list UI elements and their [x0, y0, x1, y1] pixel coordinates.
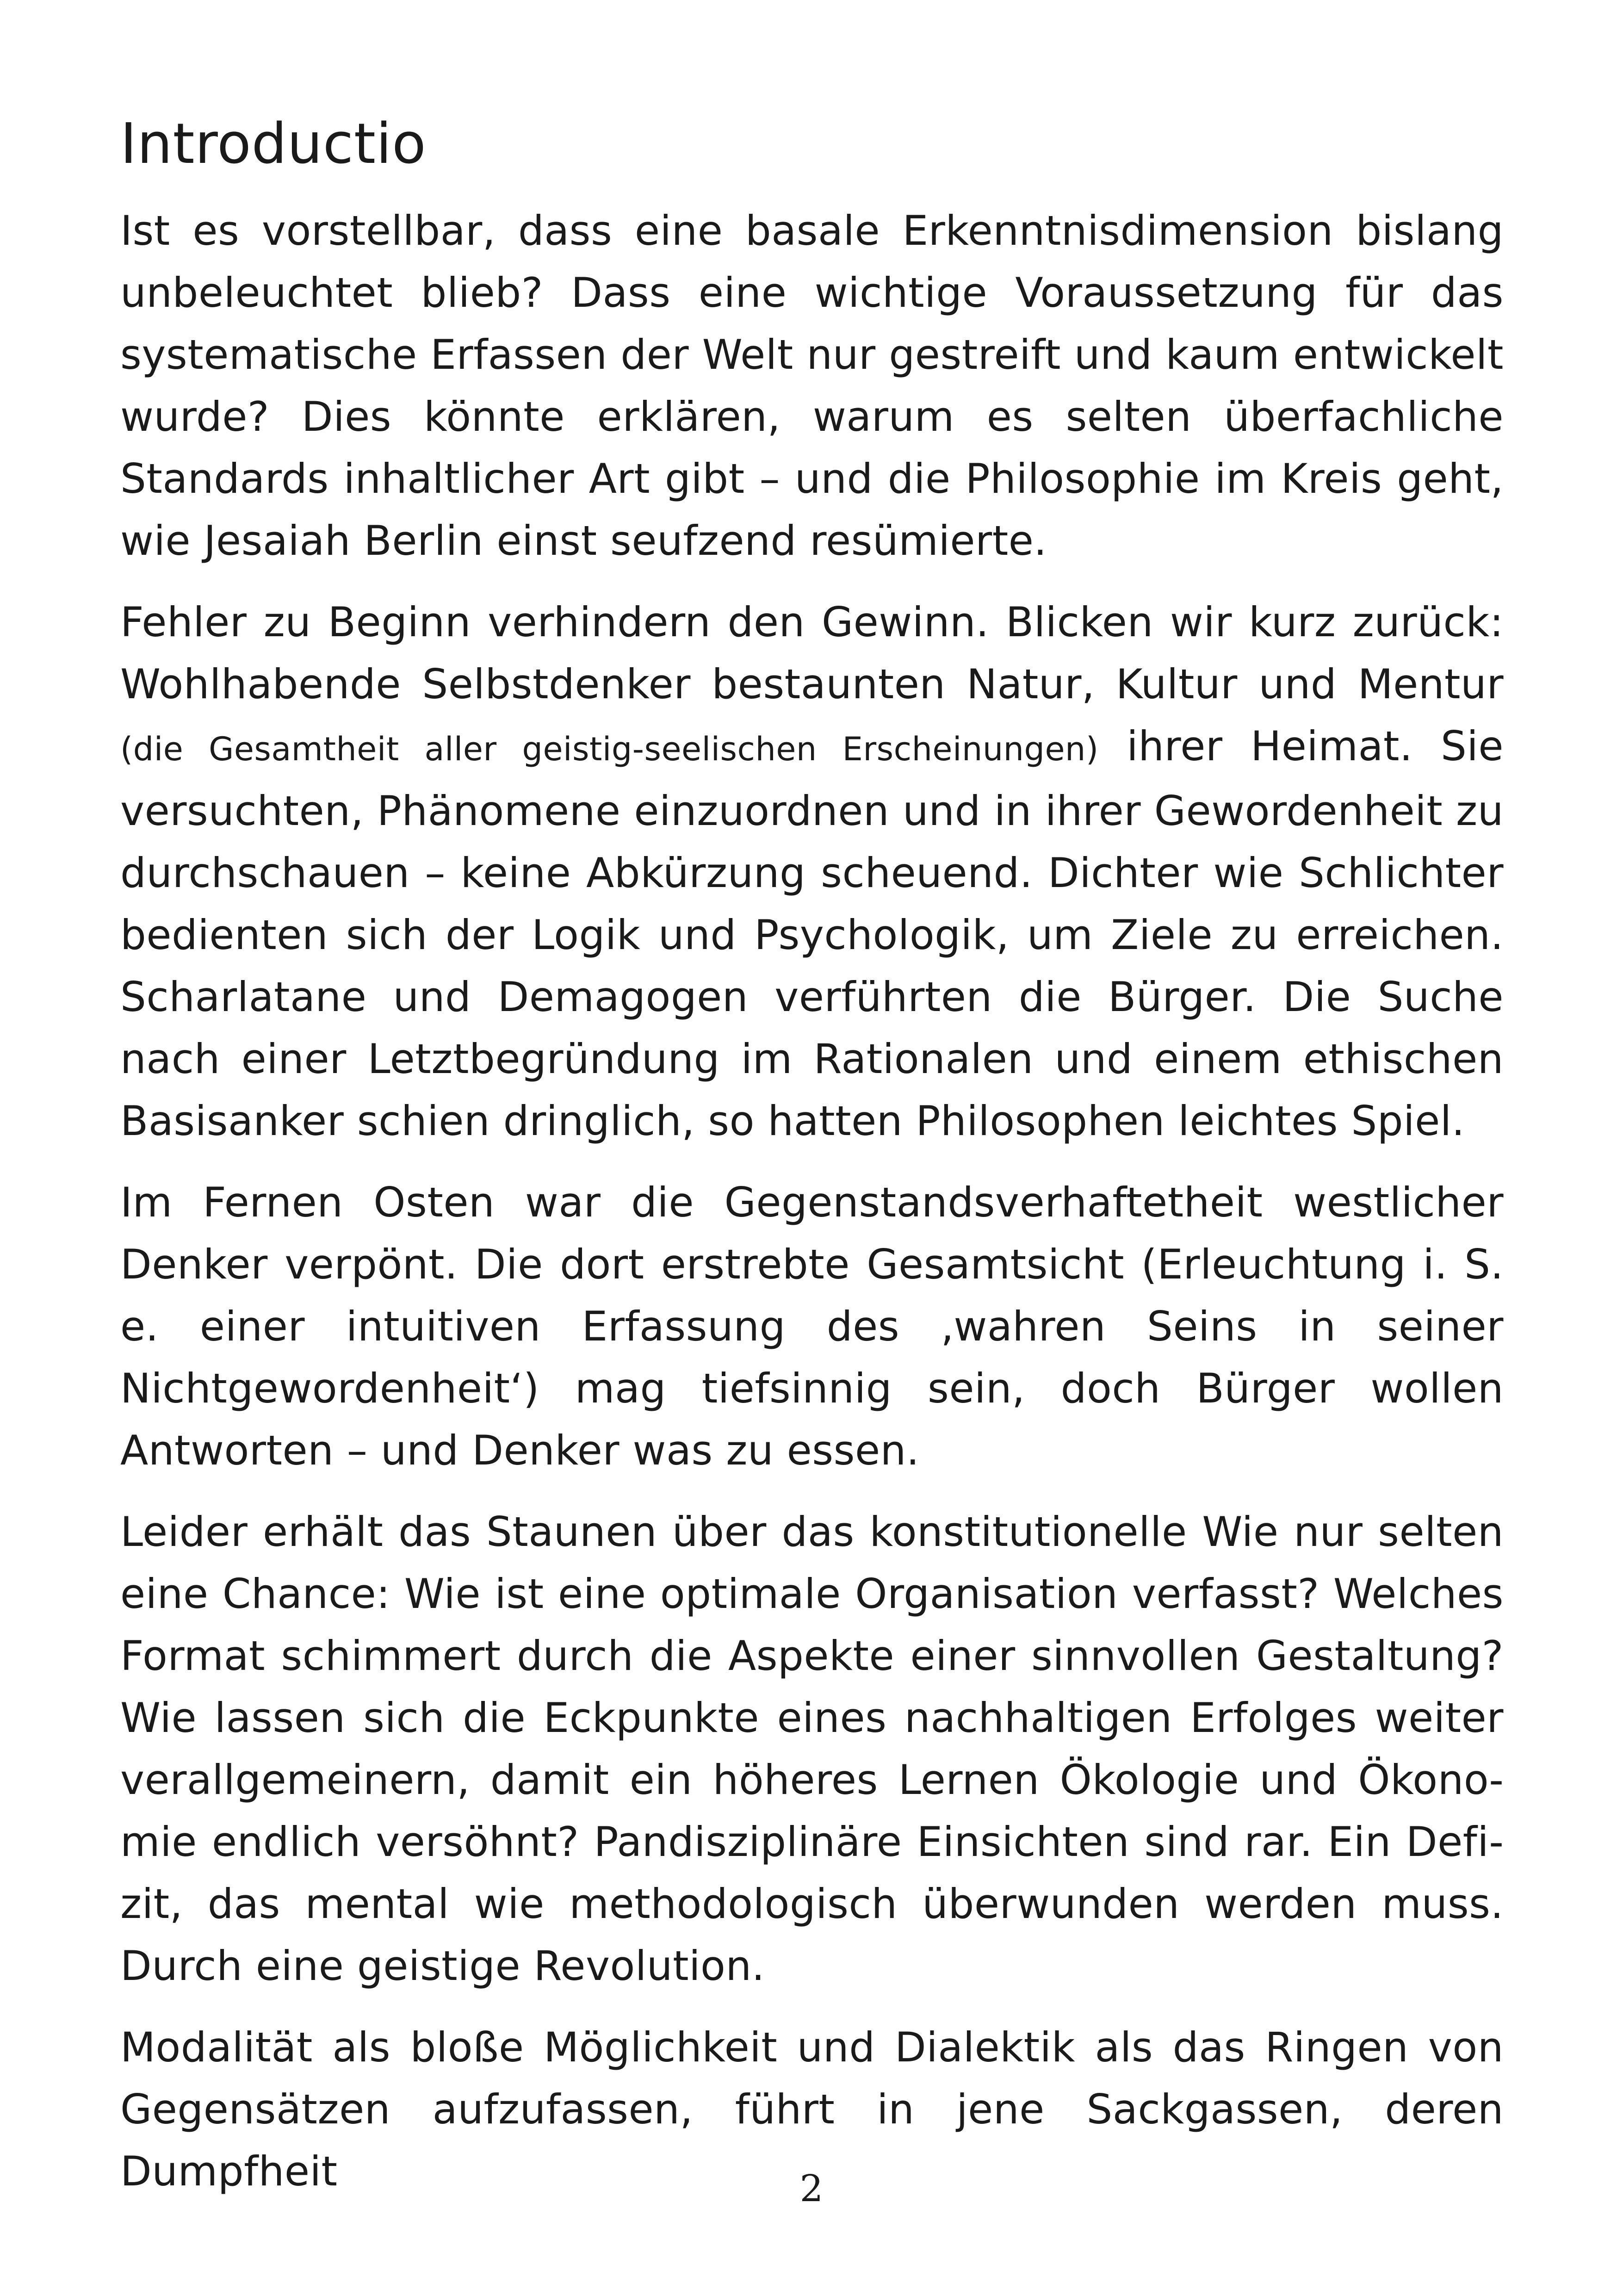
- paragraph-1: Ist es vorstellbar, dass eine basale Erkenntnisdimension bislang unbeleuchtet blieb? Dass eine wichtige Voraussetzung für das systematische Erfassen der Welt nur gestreift und kaum entwickelt wurde? Dies könnte erklären, warum es selten überfachliche Standards inhaltlicher Art gibt – und die Philosophie im Kreis geht, wie Jesaiah Berlin einst seufzend resümierte.: [120, 207, 1504, 565]
- paragraph-4: Leider erhält das Staunen über das konstitutionelle Wie nur selten eine Chance: Wie ist eine optimale Organisation verfasst? Welches Format schimmert durch die Aspekte einer sinnvollen Gestaltung? Wie lassen sich die Eckpunkte eines nachhaltigen Erfolges weiter verallgemeinern, damit ein höheres Lernen Ökologie und Ökonomie endlich versöhnt? Pandisziplinäre Einsichten sind rar. Ein Defizit, das mental wie methodologisch überwunden werden muss. Durch eine geistige Revolution.: [120, 1508, 1504, 1990]
- paragraph-2-text-after: ihrer Heimat. Sie versuchten, Phänomene einzuordnen und in ihrer Gewordenheit zu durchschauen – keine Abkürzung scheuend. Dichter wie Schlichter bedienten sich der Logik und Psychologik, um Ziele zu erreichen. Scharlatane und Demagogen verführten die Bürger. Die Suche nach einer Letztbegründung im Rationalen und einem ethischen Basisanker schien dringlich, so hatten Philosophen leichtes Spiel.: [120, 722, 1504, 1145]
- paragraph-5: Modalität als bloße Möglichkeit und Dialektik als das Ringen von Gegensätzen aufzufassen, führt in jene Sackgassen, deren Dumpfheit: [120, 2023, 1504, 2195]
- paragraph-3: Im Fernen Osten war die Gegenstandsverhaftetheit westlicher Denker verpönt. Die dort erstrebte Gesamtsicht (Erleuchtung i. S. e. einer intuitiven Erfassung des ‚wahren Seins in seiner Nichtgewordenheit‘) mag tiefsinnig sein, doch Bürger wollen Antworten – und Denker was zu essen.: [120, 1179, 1504, 1474]
- paragraph-2-text-before: Fehler zu Beginn verhindern den Gewinn. Blicken wir kurz zurück: Wohlhabende Selbstdenker bestaunten Natur, Kultur und Mentur: [120, 598, 1504, 708]
- section-heading: Introductio: [120, 112, 427, 176]
- paragraph-2-parenthetical: (die Gesamtheit aller geistig-seelischen Erscheinungen): [120, 730, 1099, 768]
- paragraph-2: [120, 591, 1504, 1152]
- page-content: [120, 111, 1504, 2222]
- page-number: 2: [799, 2167, 824, 2210]
